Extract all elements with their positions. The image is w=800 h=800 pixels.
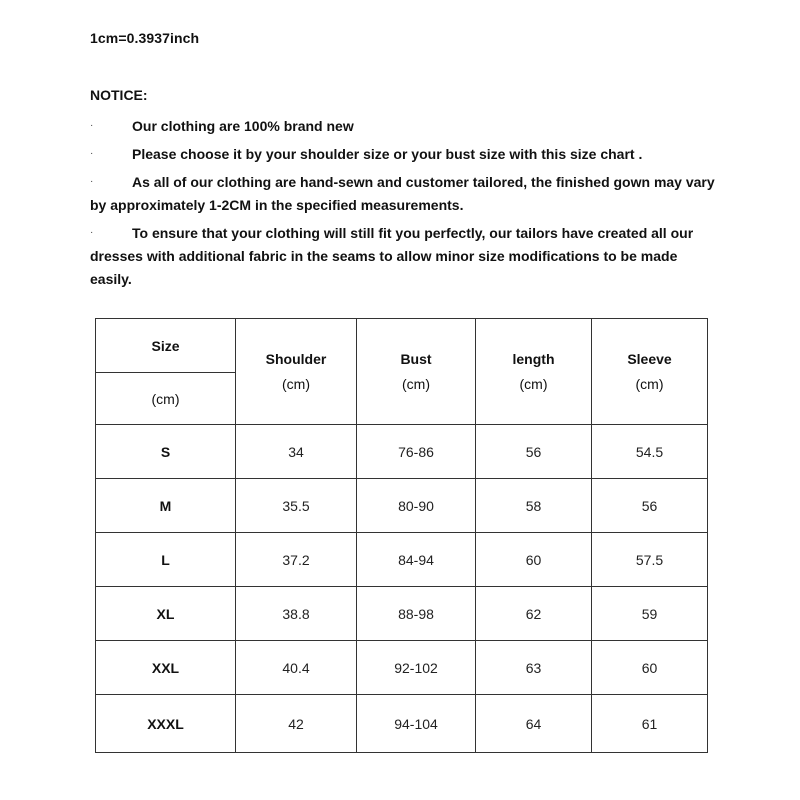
notice-item: [90, 222, 715, 291]
notice-item: [90, 171, 715, 217]
header-length-label: length: [512, 350, 555, 367]
size-cell: XXL: [96, 641, 236, 695]
bullet-icon: ·: [90, 120, 94, 131]
size-cell: L: [96, 533, 236, 587]
size-cell: S: [96, 425, 236, 479]
sleeve-cell: 61: [592, 695, 708, 753]
shoulder-cell: 38.8: [236, 587, 357, 641]
size-chart-table: [95, 318, 708, 753]
header-size-unit: (cm): [96, 373, 236, 425]
notice-heading: NOTICE:: [90, 87, 148, 103]
length-cell: 58: [476, 479, 592, 533]
notice-item: [90, 115, 715, 138]
bust-cell: 94-104: [357, 695, 476, 753]
header-length-unit: (cm): [519, 375, 548, 392]
header-bust-label: Bust: [400, 350, 432, 367]
sleeve-cell: 60: [592, 641, 708, 695]
bust-cell: 88-98: [357, 587, 476, 641]
size-cell: XL: [96, 587, 236, 641]
notice-item-text: To ensure that your clothing will still fit you perfectly, our tailors have created all our dresses with additional fabric in the seams to allow minor size modifications to be made easily.: [90, 225, 694, 287]
length-cell: 60: [476, 533, 592, 587]
header-length: [476, 319, 592, 425]
shoulder-cell: 40.4: [236, 641, 357, 695]
sleeve-cell: 57.5: [592, 533, 708, 587]
table-row: [96, 479, 708, 533]
bullet-icon: ·: [90, 227, 94, 238]
shoulder-cell: 34: [236, 425, 357, 479]
header-shoulder-unit: (cm): [282, 375, 310, 392]
sleeve-cell: 56: [592, 479, 708, 533]
size-cell: XXXL: [96, 695, 236, 753]
length-cell: 64: [476, 695, 592, 753]
header-sleeve-unit: (cm): [635, 375, 664, 392]
notice-item: [90, 143, 715, 166]
bullet-icon: ·: [90, 148, 94, 159]
header-shoulder-label: Shoulder: [265, 350, 327, 367]
shoulder-cell: 42: [236, 695, 357, 753]
header-sleeve-label: Sleeve: [627, 350, 672, 367]
shoulder-cell: 37.2: [236, 533, 357, 587]
table-row: [96, 587, 708, 641]
length-cell: 56: [476, 425, 592, 479]
length-cell: 62: [476, 587, 592, 641]
notice-item-text: Our clothing are 100% brand new: [132, 118, 354, 134]
length-cell: 63: [476, 641, 592, 695]
table-row: [96, 641, 708, 695]
bust-cell: 92-102: [357, 641, 476, 695]
header-size: Size: [96, 319, 236, 373]
notice-list: [90, 115, 715, 296]
header-bust: [357, 319, 476, 425]
notice-item-text: Please choose it by your shoulder size or your bust size with this size chart .: [132, 146, 643, 162]
table-row: [96, 695, 708, 753]
notice-item-text: As all of our clothing are hand-sewn and customer tailored, the finished gown may vary by approximately 1-2CM in the specified measurements.: [90, 174, 715, 213]
sleeve-cell: 59: [592, 587, 708, 641]
unit-conversion: 1cm=0.3937inch: [90, 30, 200, 46]
size-cell: M: [96, 479, 236, 533]
bust-cell: 84-94: [357, 533, 476, 587]
header-shoulder: [236, 319, 357, 425]
table-row: [96, 425, 708, 479]
shoulder-cell: 35.5: [236, 479, 357, 533]
bust-cell: 80-90: [357, 479, 476, 533]
header-sleeve: [592, 319, 708, 425]
sleeve-cell: 54.5: [592, 425, 708, 479]
bullet-icon: ·: [90, 176, 94, 187]
bust-cell: 76-86: [357, 425, 476, 479]
header-bust-unit: (cm): [402, 375, 430, 392]
table-row: [96, 533, 708, 587]
